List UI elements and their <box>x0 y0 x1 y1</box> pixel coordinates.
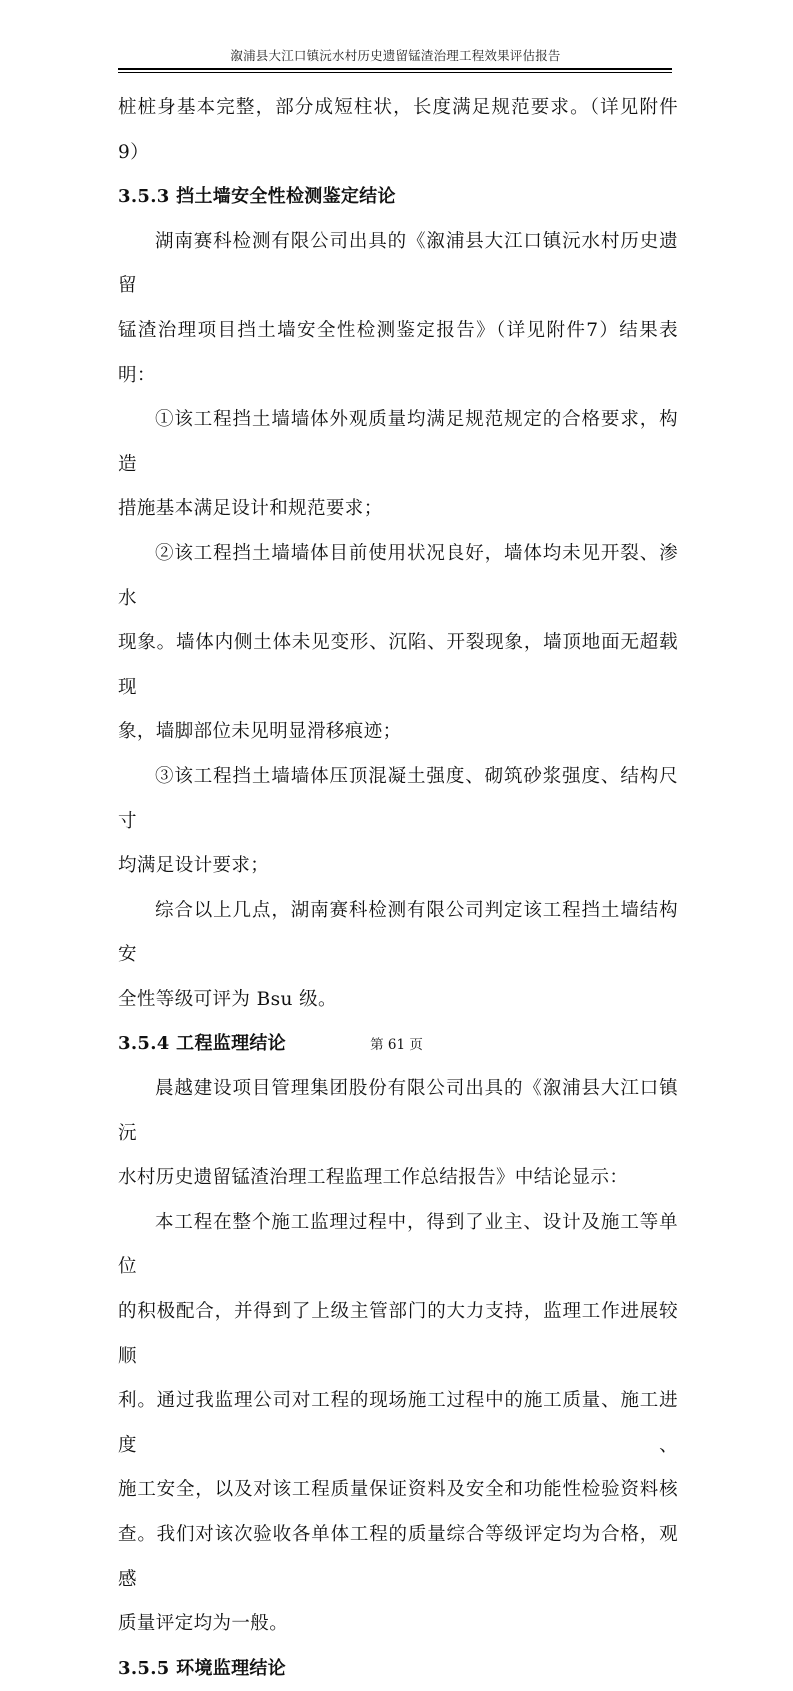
page-number: 第 61 页 <box>370 1037 423 1053</box>
paragraph-line: ③该工程挡土墙墙体压顶混凝土强度、砌筑砂浆强度、结构尺寸 <box>118 765 678 832</box>
paragraph-line: ②该工程挡土墙墙体目前使用状况良好，墙体均未见开裂、渗水 <box>118 542 678 609</box>
paragraph-line: 锰渣治理项目挡土墙安全性检测鉴定报告》（详见附件7）结果表明： <box>118 319 678 386</box>
paragraph-line: 象，墙脚部位未见明显滑移痕迹； <box>118 721 402 743</box>
paragraph-line: 施工安全，以及对该工程质量保证资料及安全和功能性检验资料核 <box>118 1479 678 1501</box>
paragraph-line: 质量评定均为一般。 <box>118 1613 289 1635</box>
paragraph-line: 措施基本满足设计和规范要求； <box>118 498 383 520</box>
paragraph-line: 利。通过我监理公司对工程的现场施工过程中的施工质量、施工进度、 <box>118 1390 678 1456</box>
header-divider-thin <box>118 72 672 73</box>
paragraph-line: 的积极配合，并得到了上级主管部门的大力支持，监理工作进展较顺 <box>118 1301 678 1367</box>
paragraph-line: 综合以上几点，湖南赛科检测有限公司判定该工程挡土墙结构安 <box>118 899 678 966</box>
paragraph-line: 桩桩身基本完整，部分成短柱状，长度满足规范要求。（详见附件9） <box>118 97 678 163</box>
paragraph-line: 全性等级可评为 Bsu 级。 <box>118 988 337 1010</box>
paragraph-line: 本工程在整个施工监理过程中，得到了业主、设计及施工等单位 <box>118 1211 678 1278</box>
section-heading: 3.5.3 挡土墙安全性检测鉴定结论 <box>118 186 396 208</box>
paragraph-line: ①该工程挡土墙墙体外观质量均满足规范规定的合格要求，构造 <box>118 409 678 475</box>
paragraph-line: 现象。墙体内侧土体未见变形、沉陷、开裂现象，墙顶地面无超载现 <box>118 632 678 698</box>
document-body <box>118 86 678 1691</box>
section-heading: 3.5.4 工程监理结论 <box>118 1033 286 1055</box>
header-divider-thick <box>118 68 672 70</box>
paragraph-line: 晨越建设项目管理集团股份有限公司出具的《溆浦县大江口镇沅 <box>118 1078 678 1144</box>
paragraph-line: 湖南赛科检测有限公司出具的《溆浦县大江口镇沅水村历史遗留 <box>118 230 678 297</box>
paragraph-line: 查。我们对该次验收各单体工程的质量综合等级评定均为合格，观感 <box>118 1524 678 1590</box>
running-header: 溆浦县大江口镇沅水村历史遗留锰渣治理工程效果评估报告 <box>230 48 561 63</box>
paragraph-line: 均满足设计要求； <box>118 855 270 877</box>
section-heading: 3.5.5 环境监理结论 <box>118 1657 286 1679</box>
paragraph-line: 水村历史遗留锰渣治理工程监理工作总结报告》中结论显示： <box>118 1167 629 1189</box>
